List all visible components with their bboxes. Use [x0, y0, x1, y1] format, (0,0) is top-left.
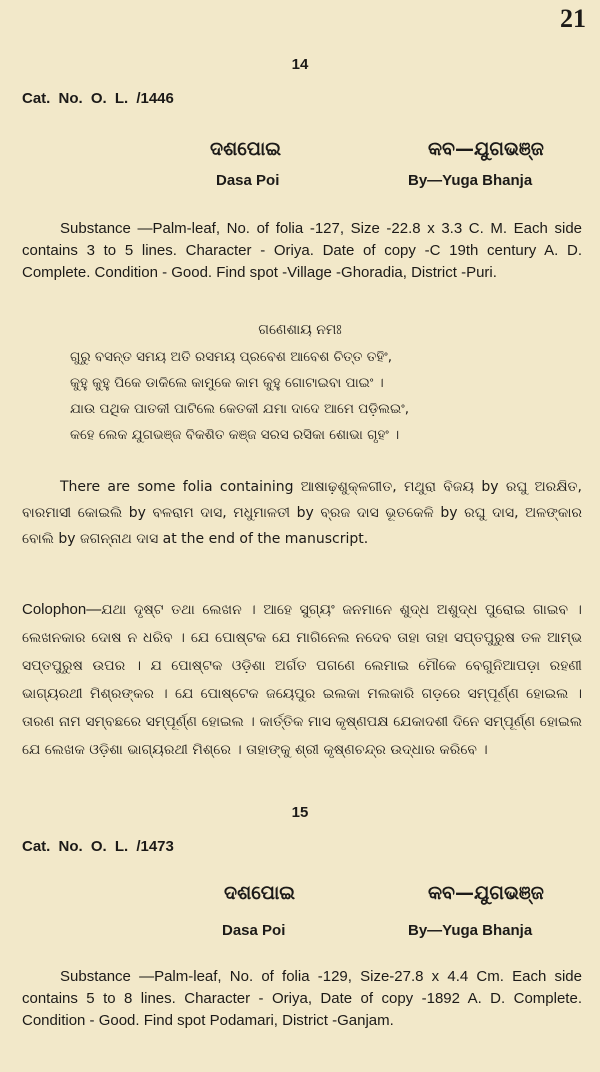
- substance-text: Substance —Palm-leaf, No. of folia -127, Size -22.8 x 3.3 C. M. Each side contains 3 to 5 lines. Character - Oriya. Date of copy -C 19th century A. D. Complete. Condition - Good. Find spot -Village -Ghoradia, District -Puri.: [22, 220, 582, 281]
- folia-note-text: There are some folia containing ଆଷାଢ଼ଶୁକ୍ଳଗୀତ, ମଥୁରା ବିଜୟ by ରଘୁ ଅରକ୍ଷିତ, ବାରମାସୀ କୋଇଲି by ବଳରାମ ଦାସ, ମଧୁମାଳତୀ by ବ୍ରଜ ଦାସ ଭୂତକେଳି by ରଘୁ ଦାସ, ଅଳଙ୍କାର ବୋଲି by ଜଗନ୍ନାଥ ଦାସ at the end of the manuscript.: [22, 479, 582, 547]
- verse-line: ଗୁରୁ ବସନ୍ତ ସମୟ ଅତି ରସମୟ ପ୍ରବେଶ ଆବେଶ ଚିତ୍ତ ତହିଂ,: [70, 349, 392, 365]
- odia-title: ଦଶପୋଇ: [210, 138, 282, 160]
- verse-line: କୁହୁ କୁହୁ ପିକେ ଡାକିଲେ କାମୁକେ କାମ କୁହୁ ଗୋଟାଇବା ପାଇଂ ।: [70, 375, 384, 391]
- odia-author: କବ—ଯୁଗଭଞ୍ଜ: [428, 882, 544, 904]
- substance-description: [22, 966, 582, 1032]
- catalogue-number: Cat. No. O. L. /1446: [22, 90, 174, 107]
- entry-number: 14: [291, 56, 309, 73]
- author: By—Yuga Bhanja: [408, 922, 533, 939]
- catalogue-number: Cat. No. O. L. /1473: [22, 838, 174, 855]
- colophon: [22, 596, 582, 764]
- page-number: 21: [560, 4, 586, 33]
- colophon-text: ଯଥା ଦୃଷ୍ଟ ତଥା ଲେଖନ । ଆହେ ସୁଗ୍ୟଂ ଜନମାନେ ଶୁଦ୍ଧ ଅଶୁଦ୍ଧ ପୁରୋଇ ଗାଇବ । ଲେଖନକାର ଦୋଷ ନ ଧରିବ । ଯେ ପୋଷ୍ଟକ ଯେ ମାଗିନେଲ ନଦେବ ତାହା ତାହା ସପ୍ତପୁରୁଷ ତଳ ଆମ୍ଭ ସପ୍ତପୁରୁଷ ଉପର । ଯ ପୋଷ୍ଟକ ଓଡ଼ିଶା ଅର୍ଗତ ପଗଣେ ଲେମାଇ ମୌକେ ବେଗୁନିଆପଡ଼ା ରହଣୀ ଭାଗ୍ୟରଥୀ ମିଶ୍ରଙ୍କର । ଯେ ପୋଷ୍ଟେକ ଜୟେପୁର ଇଲକା ମଲକାରି ଗଡ଼ରେ ସମ୍ପୂର୍ଣ୍ଣ ହୋଇଲ । ତାରଣ ନାମ ସମ୍ବଛରେ ସମ୍ପୂର୍ଣ୍ଣ ହୋଇଲ । କାର୍ତ୍ତିକ ମାସ କୃଷ୍ଣପକ୍ଷ ଯେକାଦଶୀ ଦିନେ ସମ୍ପୂର୍ଣ୍ଣ ହୋଇଲ ଯେ ଲେଖକ ଓଡ଼ିଶା ଭାଗ୍ୟରଥୀ ମିଶ୍ରେ । ତାହାଙ୍କୁ ଶ୍ରୀ କୃଷ୍ଣଚନ୍ଦ୍ର ଉଦ୍ଧାର କରିବେ ।: [22, 602, 582, 758]
- odia-title: ଦଶପୋଇ: [224, 882, 296, 904]
- verse-line: କହେ ଲେକ ଯୁଗଭଞ୍ଜ ବିକଶିତ କଞ୍ଜ ସରସ ରସିକା ଶୋଭା ଗୃହଂ ।: [70, 427, 400, 443]
- verse-block: [70, 344, 570, 448]
- author: By—Yuga Bhanja: [408, 172, 533, 189]
- title: Dasa Poi: [222, 922, 286, 939]
- entry-number: 15: [291, 804, 309, 821]
- odia-author: କବ—ଯୁଗଭଞ୍ଜ: [428, 138, 544, 160]
- verse-line: ଯାଉ ପଥିକ ପାତକୀ ପାଟିଲେ କେତକୀ ଯମା ଦାଦେ ଆମେ ପଡ଼ିଲଇଂ,: [70, 401, 410, 417]
- invocation: ଗଣେଶାୟ ନମଃ: [258, 322, 342, 338]
- substance-text: Substance —Palm-leaf, No. of folia -129, Size-27.8 x 4.4 Cm. Each side contains 5 to 8 lines. Character - Oriya, Date of copy -1892 A. D. Complete. Condition - Good. Find spot Podamari, District -Ganjam.: [22, 968, 582, 1029]
- title: Dasa Poi: [216, 172, 280, 189]
- folia-note: [22, 474, 582, 552]
- colophon-label: Colophon—: [22, 601, 102, 618]
- substance-description: [22, 218, 582, 284]
